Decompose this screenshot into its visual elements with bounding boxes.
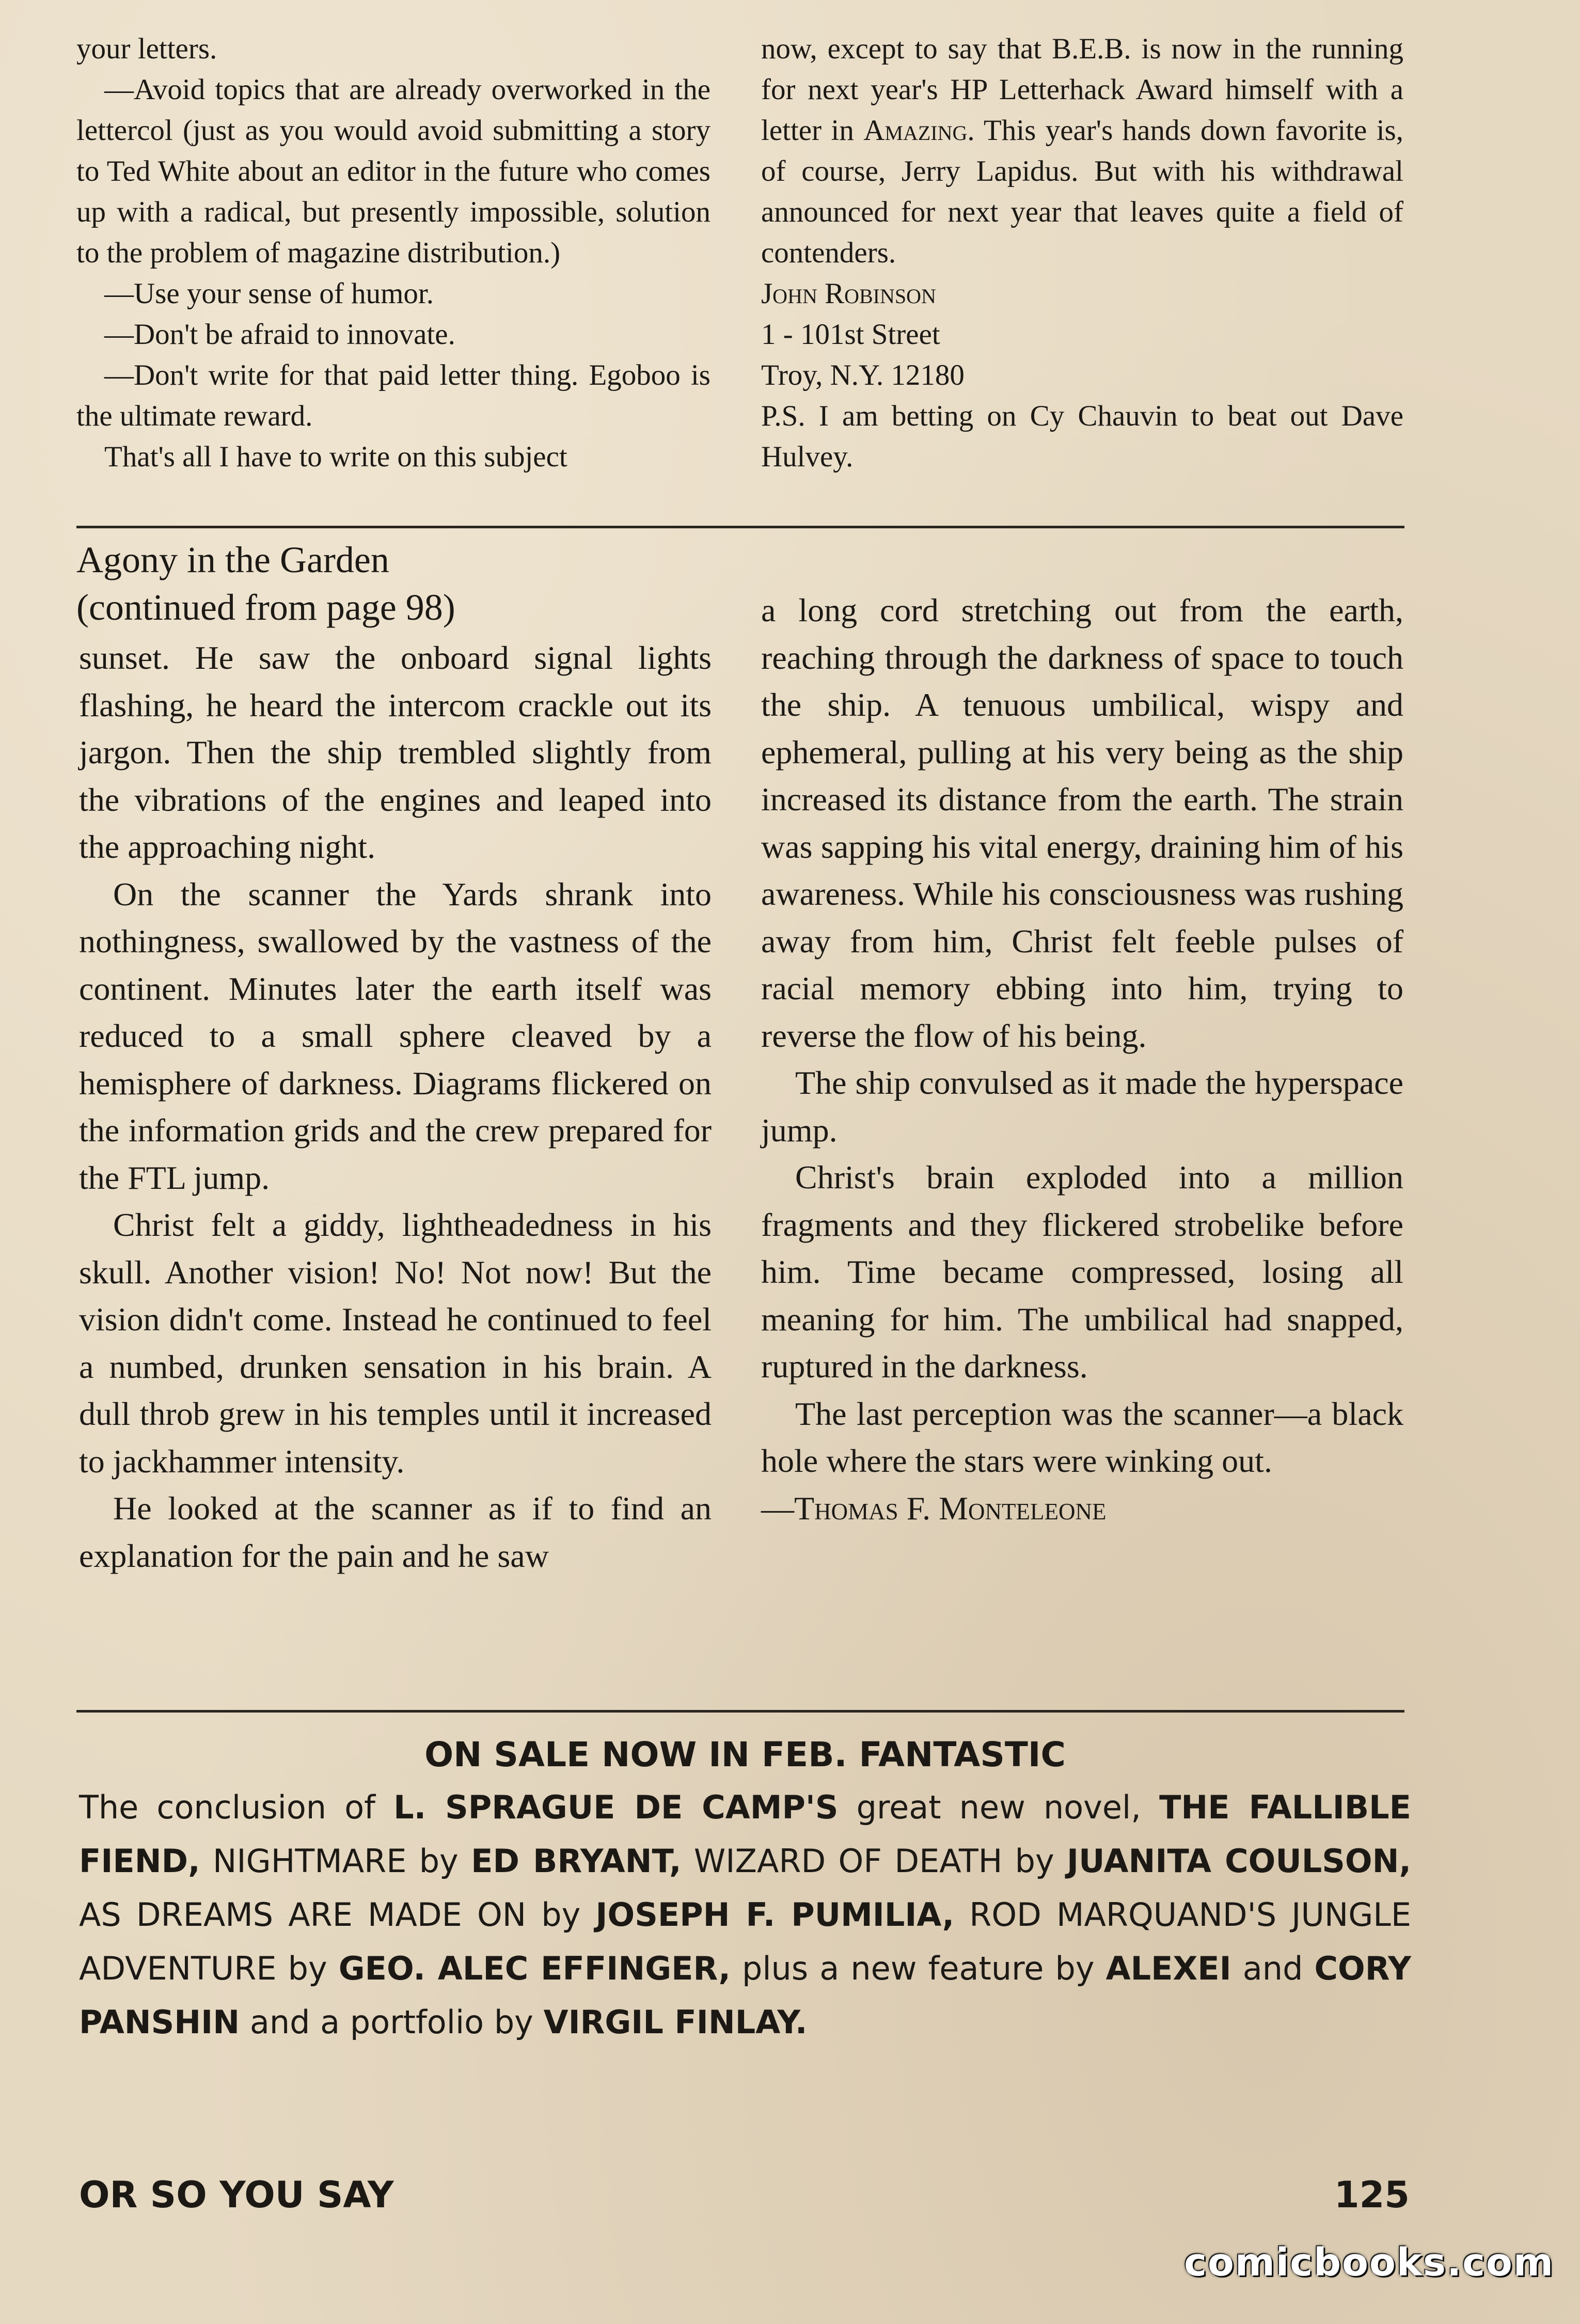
letter-paragraph: —Avoid topics that are already overworked in the lettercol (just as you would avoid submitting a story to Ted White about an editor in the future who comes up with a radical, but presently impossible, solution to the problem of magazine distribution.) — [76, 73, 710, 269]
letter-paragraph: your letters. — [76, 33, 217, 65]
story-continued-note: (continued from page 98) — [76, 587, 455, 628]
ad-author: GEO. ALEC EFFINGER, — [338, 1950, 731, 1987]
ad-text: plus a new feature by — [730, 1950, 1106, 1987]
letter-paragraph: —Use your sense of humor. — [104, 277, 434, 310]
story-paragraph: On the scanner the Yards shrank into nothingness, swallowed by the vastness of the continent. Minutes later the earth itself was reduced to a small sphere cleaved by a hemisphere of darkness. Diagrams flickered on the information grids and the crew prepared for the FTL jump. — [79, 875, 712, 1196]
letter-text: now, except to say that B.E.B. is now in the running for next year's HP Letterhack Award himself with a letter in — [761, 33, 1403, 147]
story-paragraph: The ship convulsed as it made the hyperspace jump. — [761, 1064, 1403, 1149]
ad-text: and a portfolio by — [240, 2003, 544, 2041]
letter-column-right — [761, 28, 1403, 477]
letter-address-line: Troy, N.Y. 12180 — [761, 359, 965, 391]
section-divider — [76, 526, 1404, 528]
letter-paragraph: —Don't be afraid to innovate. — [104, 318, 455, 351]
letter-column-left — [76, 28, 710, 477]
ad-text: ROD MARQUAND'S JUNGLE ADVENTURE by — [79, 1896, 1411, 1987]
ad-title: THE FALLIBLE FIEND, — [79, 1788, 1411, 1880]
ad-text: great new novel, — [838, 1788, 1160, 1826]
story-paragraph: Christ's brain exploded into a million fragments and they flickered strobelike before him. Time became compressed, losing all meaning for him. The umbilical had snapped, ruptured in the darkness. — [761, 1159, 1403, 1385]
letter-paragraph — [761, 28, 1403, 273]
story-paragraph: sunset. He saw the onboard signal lights flashing, he heard the intercom crackle out its jargon. Then the ship trembled slightly from the vibrations of the engines and leaped into the approaching night. — [79, 639, 712, 865]
ad-author: JUANITA COULSON, — [1067, 1842, 1412, 1880]
story-paragraph: Christ felt a giddy, lightheadedness in his skull. Another vision! No! Not now! But the vision didn't come. Instead he continued to feel a numbed, drunken sensation in his brain. A dull throb grew in his temples until it increased to jackhammer intensity. — [79, 1206, 712, 1480]
ad-text: and — [1231, 1950, 1315, 1987]
letter-paragraph: —Don't write for that paid letter thing. Egoboo is the ultimate reward. — [76, 359, 710, 432]
story-title-line: Agony in the Garden — [76, 539, 389, 580]
watermark: comicbooks.com — [1184, 2240, 1554, 2285]
ad-text: WIZARD OF DEATH by — [681, 1842, 1067, 1880]
ad-author: L. SPRAGUE DE CAMP'S — [393, 1788, 839, 1826]
ad-author: ALEXEI — [1105, 1950, 1231, 1987]
letter-postscript: P.S. I am betting on Cy Chauvin to beat out Dave Hulvey. — [761, 400, 1403, 473]
ad-author: ED BRYANT, — [471, 1842, 682, 1880]
story-byline: —Thomas F. Monteleone — [761, 1489, 1107, 1527]
story-paragraph: The last perception was the scanner—a black hole where the stars were winking out. — [761, 1395, 1403, 1479]
ad-author: VIRGIL FINLAY. — [543, 2003, 808, 2041]
page-number: 125 — [1334, 2174, 1410, 2216]
ad-text: NIGHTMARE by — [200, 1842, 471, 1880]
story-title — [76, 536, 717, 631]
story-column-left — [79, 634, 712, 1579]
ad-heading: ON SALE NOW IN FEB. FANTASTIC — [424, 1735, 1066, 1775]
ad-author: JOSEPH F. PUMILIA, — [595, 1896, 955, 1934]
section-divider — [76, 1710, 1404, 1713]
story-paragraph: He looked at the scanner as if to find an explanation for the pain and he saw — [79, 1490, 712, 1574]
ad-body — [79, 1781, 1411, 2049]
advertisement — [79, 1729, 1411, 2049]
letter-paragraph: That's all I have to write on this subject — [104, 441, 567, 473]
letter-text: . This year's hands down favorite is, of course, Jerry Lapidus. But with his withdrawal announced for next year that leaves quite a field of contenders. — [761, 114, 1403, 269]
letter-signature: John Robinson — [761, 277, 936, 310]
ad-text: The conclusion of — [79, 1788, 394, 1826]
ad-author: CORY PANSHIN — [79, 1950, 1411, 2041]
magazine-name: Amazing — [863, 114, 968, 147]
ad-text: AS DREAMS ARE MADE ON by — [79, 1896, 596, 1934]
story-column-right — [761, 587, 1403, 1532]
story-paragraph: a long cord stretching out from the earth, reaching through the darkness of space to touch the ship. A tenuous umbilical, wispy and ephemeral, pulling at his very being as the ship increased its distance from the earth. The strain was sapping his vital energy, draining him of his awareness. While his consciousness was rushing away from him, Christ felt feeble pulses of racial memory ebbing into him, trying to reverse the flow of his being. — [761, 592, 1403, 1054]
running-footer: OR SO YOU SAY — [79, 2174, 394, 2216]
letter-address-line: 1 - 101st Street — [761, 318, 940, 351]
